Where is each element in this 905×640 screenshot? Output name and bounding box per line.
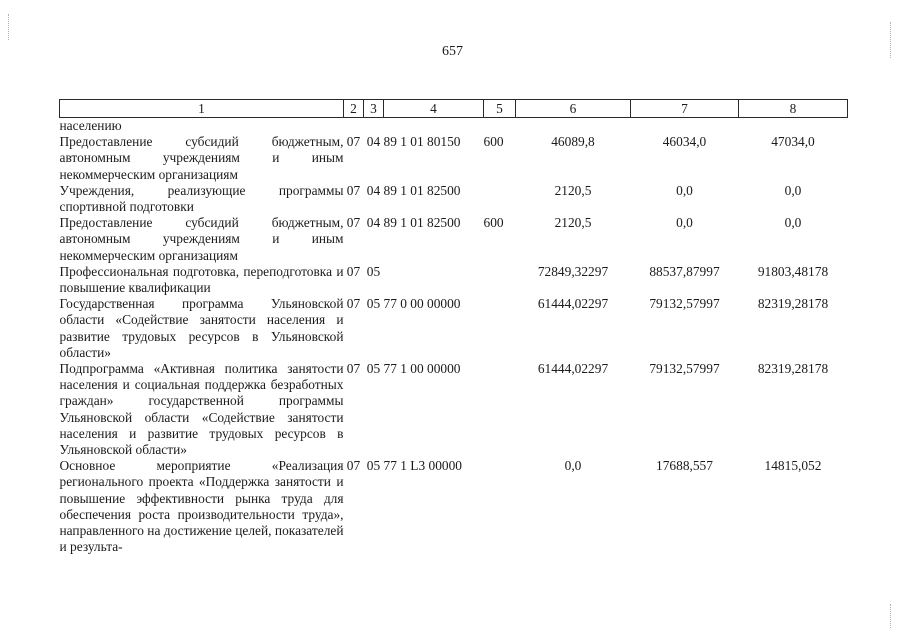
row-value-8: 0,0 bbox=[784, 182, 802, 198]
row-value-8: 91803,48178 bbox=[757, 263, 829, 279]
row-subsection bbox=[364, 118, 384, 135]
row-name: Государственная программа Ульяновской области «Содействие занятости населения и развитие трудовых ресурсов в Ульяновской области» bbox=[59, 296, 344, 360]
row-value-6: 61444,02297 bbox=[537, 296, 609, 312]
row-section: 07 bbox=[346, 361, 361, 377]
row-value-6: 2120,5 bbox=[554, 182, 592, 198]
header-col-5: 5 bbox=[484, 100, 516, 118]
row-value-7: 79132,57997 bbox=[649, 296, 720, 312]
row-name: Подпрограмма «Активная политика занятости населения и социальная поддержка безработных граждан» государственной программы Ульяновской области «Содействие занятости населения и развитие трудовых ресурсов в Ульяновской области» bbox=[59, 361, 344, 458]
row-value-6: 0,0 bbox=[564, 458, 582, 474]
row-target-code: 77 0 00 00000 bbox=[383, 296, 461, 312]
row-section: 07 bbox=[346, 263, 361, 279]
row-subsection: 05 bbox=[366, 296, 381, 312]
row-value-8: 14815,052 bbox=[764, 458, 822, 474]
row-value-7: 0,0 bbox=[676, 182, 693, 198]
table-row bbox=[60, 264, 848, 296]
header-row bbox=[60, 100, 848, 118]
row-expense-type bbox=[484, 264, 516, 296]
row-target-code: 89 1 01 82500 bbox=[383, 215, 461, 231]
row-value-6 bbox=[516, 118, 631, 135]
row-value-7: 88537,87997 bbox=[649, 263, 720, 279]
row-section: 07 bbox=[346, 458, 361, 474]
row-value-8 bbox=[739, 118, 848, 135]
row-value-8: 82319,28178 bbox=[757, 296, 829, 312]
row-subsection: 05 bbox=[366, 263, 381, 279]
page-number: 657 bbox=[442, 44, 463, 59]
row-value-6: 72849,32297 bbox=[537, 263, 609, 279]
row-section bbox=[344, 118, 364, 135]
row-value-6: 61444,02297 bbox=[537, 361, 609, 377]
row-target-code: 77 1 L3 00000 bbox=[383, 458, 462, 474]
row-expense-type bbox=[484, 458, 516, 555]
row-name: Учреждения, реализующие программы спортивной подготовки bbox=[59, 182, 344, 215]
header-col-3: 3 bbox=[364, 100, 384, 118]
row-expense-type: 600 bbox=[483, 134, 504, 150]
row-value-6: 46089,8 bbox=[551, 134, 595, 150]
row-subsection: 05 bbox=[366, 458, 381, 474]
header-col-6: 6 bbox=[516, 100, 631, 118]
row-expense-type: 600 bbox=[483, 215, 504, 231]
table-row bbox=[60, 118, 848, 135]
table-row bbox=[60, 134, 848, 183]
table-row bbox=[60, 183, 848, 215]
row-target-code bbox=[384, 118, 484, 135]
row-value-8: 82319,28178 bbox=[757, 361, 829, 377]
table-row bbox=[60, 458, 848, 555]
table-row bbox=[60, 361, 848, 458]
budget-table bbox=[59, 99, 848, 555]
row-subsection: 04 bbox=[366, 182, 381, 198]
row-section: 07 bbox=[346, 134, 361, 150]
row-value-7: 79132,57997 bbox=[649, 361, 720, 377]
header-col-4: 4 bbox=[384, 100, 484, 118]
right-edge-mark-bottom bbox=[890, 604, 892, 628]
table-body bbox=[60, 118, 848, 556]
row-name: Профессиональная подготовка, переподготовка и повышение квалификации bbox=[59, 263, 344, 296]
row-section: 07 bbox=[346, 296, 361, 312]
row-name: Предоставление субсидий бюджетным, автономным учреждениям и иным некоммерческим организациям bbox=[59, 134, 344, 182]
row-value-8: 47034,0 bbox=[771, 134, 815, 150]
row-target-code: 77 1 00 00000 bbox=[383, 361, 461, 377]
row-subsection: 04 bbox=[366, 134, 381, 150]
row-name: Предоставление субсидий бюджетным, автономным учреждениям и иным некоммерческим организациям bbox=[59, 215, 344, 263]
row-subsection: 05 bbox=[366, 361, 381, 377]
row-value-7: 0,0 bbox=[676, 215, 693, 231]
header-col-8: 8 bbox=[739, 100, 848, 118]
row-value-6: 2120,5 bbox=[554, 215, 592, 231]
header-col-2: 2 bbox=[344, 100, 364, 118]
row-expense-type bbox=[484, 183, 516, 215]
row-expense-type bbox=[484, 118, 516, 135]
table-row bbox=[60, 296, 848, 361]
row-value-7 bbox=[631, 118, 739, 135]
row-value-8: 0,0 bbox=[784, 215, 802, 231]
row-target-code bbox=[384, 264, 484, 296]
row-section: 07 bbox=[346, 215, 361, 231]
header-col-1: 1 bbox=[60, 100, 344, 118]
row-name: Основное мероприятие «Реализация регионального проекта «Поддержка занятости и повышение эффективности рынка труда для обеспечения роста производительности труда», направленного на достижение целей, показателей и результа- bbox=[59, 458, 344, 555]
row-expense-type bbox=[484, 296, 516, 361]
row-subsection: 04 bbox=[366, 215, 381, 231]
left-edge-mark bbox=[8, 14, 10, 40]
row-section: 07 bbox=[346, 182, 361, 198]
row-target-code: 89 1 01 82500 bbox=[383, 182, 461, 198]
row-name: населению bbox=[59, 118, 122, 133]
header-col-7: 7 bbox=[631, 100, 739, 118]
table-row bbox=[60, 215, 848, 264]
table-header bbox=[60, 100, 848, 118]
row-value-7: 46034,0 bbox=[662, 134, 707, 150]
row-target-code: 89 1 01 80150 bbox=[383, 134, 461, 150]
row-value-7: 17688,557 bbox=[656, 458, 713, 474]
row-expense-type bbox=[484, 361, 516, 458]
